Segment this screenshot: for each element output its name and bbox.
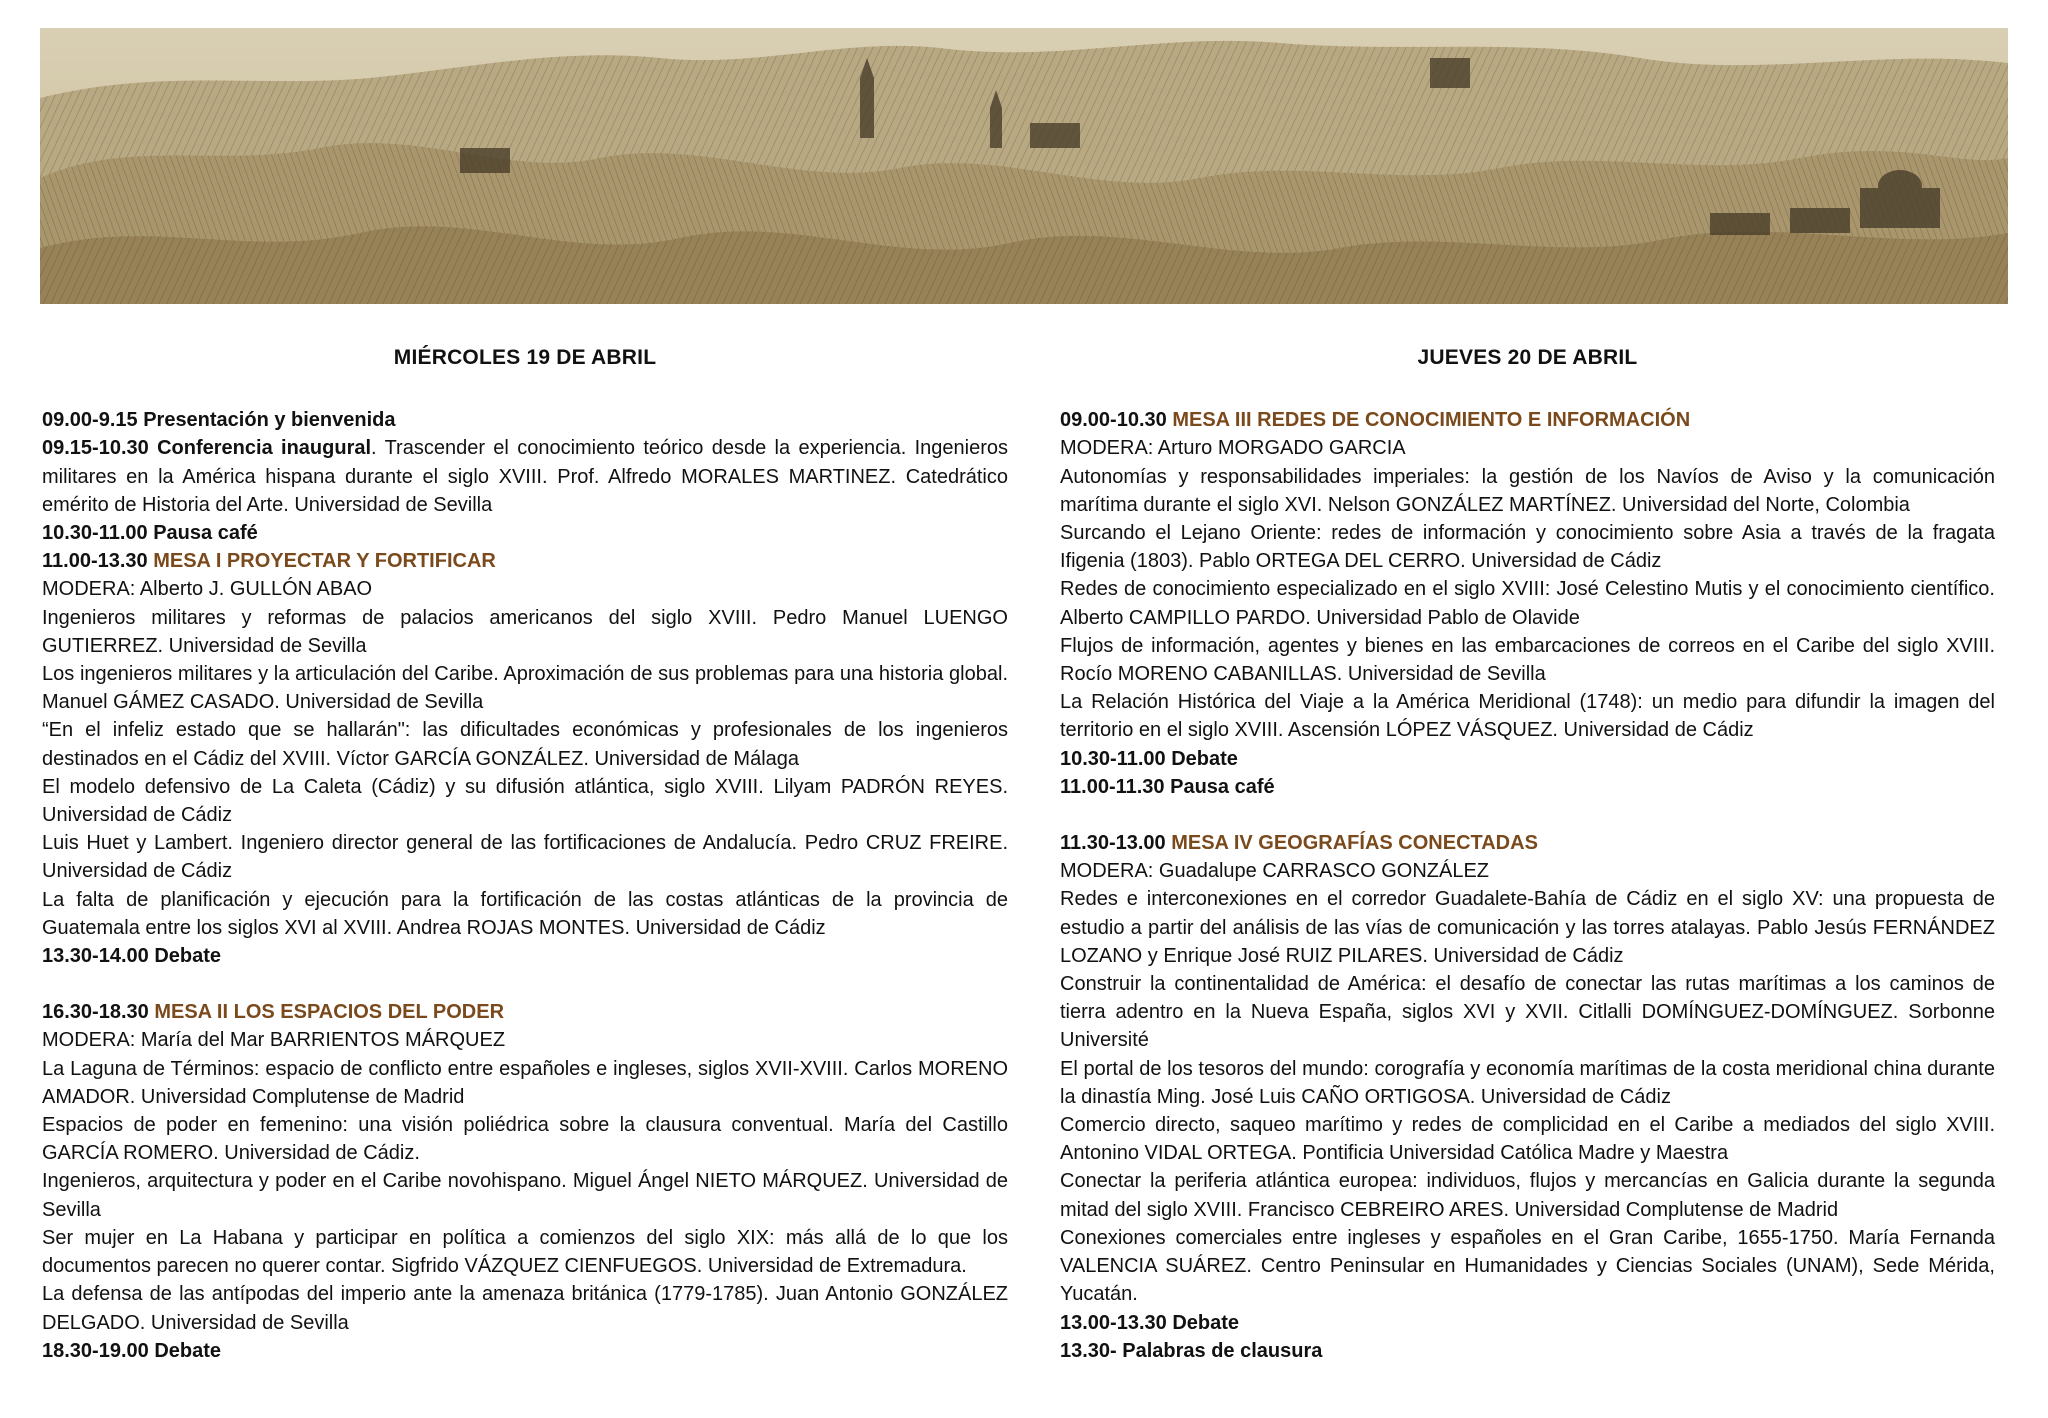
schedule-entry: [1060, 745, 1995, 773]
schedule-entry: [42, 773, 1008, 829]
entry-time: 10.30-11.00 Debate: [1060, 747, 1238, 770]
schedule-entry: [42, 547, 1008, 575]
entry-text: MODERA: María del Mar BARRIENTOS MÁRQUEZ: [42, 1029, 506, 1052]
schedule-entry: [1060, 1224, 1995, 1309]
schedule-entry: [1060, 1055, 1995, 1111]
entry-text: La Relación Histórica del Viaje a la América Meridional (1748): un medio para difundir la imagen del territorio en el siglo XVIII. Ascensión LÓPEZ VÁSQUEZ. Universidad de Cádiz: [1060, 691, 1995, 742]
schedule-entry: [1060, 1337, 1995, 1365]
schedule-entry: [1060, 829, 1995, 857]
schedule-entry: [1060, 885, 1995, 970]
section-gap: [42, 970, 1008, 998]
schedule-entry: [42, 829, 1008, 885]
wednesday-column: [42, 344, 1008, 1365]
entry-text: Autonomías y responsabilidades imperiales: la gestión de los Navíos de Aviso y la comunicación marítima durante el siglo XVI. Nelson GONZÁLEZ MARTÍNEZ. Universidad del Norte, Colombia: [1060, 465, 1995, 516]
schedule-entry: [1060, 406, 1995, 434]
entry-time: 18.30-19.00 Debate: [42, 1339, 222, 1362]
entry-time: 11.00-11.30 Pausa café: [1060, 775, 1275, 798]
schedule-entry: [1060, 1309, 1995, 1337]
entry-text: Ser mujer en La Habana y participar en política a comienzos del siglo XIX: más allá de lo que los documentos parecen no querer contar. Sigfrido VÁZQUEZ CIENFUEGOS. Universidad de Extremadura.: [42, 1226, 1008, 1278]
entry-time: 11.00-13.30: [42, 550, 148, 573]
session-title: MESA I PROYECTAR Y FORTIFICAR: [153, 550, 496, 573]
session-title: MESA III REDES DE CONOCIMIENTO E INFORMACIÓN: [1172, 409, 1691, 432]
session-title: MESA IV GEOGRAFÍAS CONECTADAS: [1171, 832, 1538, 855]
schedule-entry: [1060, 970, 1995, 1055]
entry-text: Surcando el Lejano Oriente: redes de información y conocimiento sobre Asia a través de la fragata Ifigenia (1803). Pablo ORTEGA DEL CERRO. Universidad de Cádiz: [1060, 522, 1995, 573]
schedule-entry: [42, 1337, 1008, 1365]
entry-text: Espacios de poder en femenino: una visión poliédrica sobre la clausura conventual. María del Castillo GARCÍA ROMERO. Universidad de Cádiz.: [42, 1114, 1008, 1165]
schedule-entry: [42, 434, 1008, 519]
entry-text: MODERA: Alberto J. GULLÓN ABAO: [42, 578, 373, 601]
entry-text: Ingenieros militares y reformas de palacios americanos del siglo XVIII. Pedro Manuel LUENGO GUTIERREZ. Universidad de Sevilla: [42, 606, 1008, 657]
schedule-entry: [42, 575, 1008, 603]
entry-text: Conexiones comerciales entre ingleses y españoles en el Gran Caribe, 1655-1750. María Fernanda VALENCIA SUÁREZ. Centro Peninsular en Humanidades y Ciencias Sociales (UNAM), Sede Mérida, Yucatán.: [1060, 1226, 1995, 1306]
entry-time: 13.00-13.30 Debate: [1060, 1311, 1240, 1334]
schedule-entry: [1060, 434, 1995, 462]
entry-text: Los ingenieros militares y la articulación del Caribe. Aproximación de sus problemas para una historia global. Manuel GÁMEZ CASADO. Universidad de Sevilla: [42, 663, 1008, 714]
thursday-column: [1060, 344, 1995, 1365]
schedule-entry: [1060, 857, 1995, 885]
schedule-entry: [42, 406, 1008, 434]
entry-text: Flujos de información, agentes y bienes en las embarcaciones de correos en el Caribe del siglo XVIII. Rocío MORENO CABANILLAS. Universidad de Sevilla: [1060, 634, 1995, 686]
wednesday-schedule: [42, 406, 1008, 1365]
entry-text: El portal de los tesoros del mundo: corografía y economía marítimas de la costa meridional china durante la dinastía Ming. José Luis CAÑO ORTIGOSA. Universidad de Cádiz: [1060, 1057, 1995, 1108]
schedule-entry: [42, 998, 1008, 1026]
schedule-entry: [1060, 773, 1995, 801]
schedule-entry: [42, 604, 1008, 660]
schedule-entry: [42, 1224, 1008, 1280]
entry-text: Ingenieros, arquitectura y poder en el Caribe novohispano. Miguel Ángel NIETO MÁRQUEZ. Universidad de Sevilla: [42, 1170, 1008, 1221]
schedule-entry: [42, 1026, 1008, 1054]
entry-time: 11.30-13.00: [1060, 832, 1166, 855]
section-gap: [1060, 801, 1995, 829]
entry-text: Conectar la periferia atlántica europea: individuos, flujos y mercancías en Galicia durante la segunda mitad del siglo XVIII. Francisco CEBREIRO ARES. Universidad Complutense de Madrid: [1060, 1170, 1995, 1221]
entry-text: MODERA: Guadalupe CARRASCO GONZÁLEZ: [1060, 860, 1490, 883]
entry-text: Comercio directo, saqueo marítimo y redes de complicidad en el Caribe a mediados del siglo XVIII. Antonino VIDAL ORTEGA. Pontificia Universidad Católica Madre y Maestra: [1060, 1114, 1995, 1165]
schedule-entry: [1060, 575, 1995, 631]
entry-time: 09.00-10.30: [1060, 409, 1167, 432]
session-title: MESA II LOS ESPACIOS DEL PODER: [154, 1001, 505, 1024]
entry-text: La Laguna de Términos: espacio de conflicto entre españoles e ingleses, siglos XVII-XVIII. Carlos MORENO AMADOR. Universidad Complutense de Madrid: [42, 1057, 1008, 1108]
day-title-thursday: JUEVES 20 DE ABRIL: [1417, 346, 1638, 369]
schedule-entry: [1060, 1111, 1995, 1167]
entry-time: 09.00-9.15 Presentación y bienvenida: [42, 409, 396, 432]
entry-text: Construir la continentalidad de América: el desafío de conectar las rutas marítimas a los caminos de tierra adentro en la Nueva España, siglos XVI y XVII. Citlalli DOMÍNGUEZ-DOMÍNGUEZ. Sorbonne Université: [1060, 973, 1995, 1052]
thursday-schedule: [1060, 406, 1995, 1365]
schedule-entry: [42, 942, 1008, 970]
schedule-entry: [1060, 688, 1995, 744]
entry-time: 16.30-18.30: [42, 1001, 149, 1024]
entry-text: El modelo defensivo de La Caleta (Cádiz) y su difusión atlántica, siglo XVIII. Lilyam PADRÓN REYES. Universidad de Cádiz: [42, 775, 1008, 827]
schedule-entry: [42, 1167, 1008, 1223]
entry-text: La falta de planificación y ejecución para la fortificación de las costas atlánticas de la provincia de Guatemala entre los siglos XVI al XVIII. Andrea ROJAS MONTES. Universidad de Cádiz: [42, 888, 1008, 939]
entry-time: 13.30-14.00 Debate: [42, 945, 222, 968]
schedule-entry: [42, 660, 1008, 716]
entry-text: Redes de conocimiento especializado en el siglo XVIII: José Celestino Mutis y el conocimiento científico. Alberto CAMPILLO PARDO. Universidad Pablo de Olavide: [1060, 578, 1995, 629]
schedule-entry: [1060, 463, 1995, 519]
entry-text: Redes e interconexiones en el corredor Guadalete-Bahía de Cádiz en el siglo XV: una propuesta de estudio a partir del análisis de las vías de comunicación y las torres atalayas. Pablo Jesús FERNÁNDEZ LOZANO y Enrique José RUIZ PILARES. Universidad de Cádiz: [1060, 888, 1995, 967]
entry-text: MODERA: Arturo MORGADO GARCIA: [1060, 437, 1406, 460]
schedule-entry: [42, 1280, 1008, 1336]
schedule-entry: [1060, 632, 1995, 688]
entry-text: “En el infeliz estado que se hallarán": las dificultades económicas y profesionales de los ingenieros destinados en el Cádiz del XVIII. Víctor GARCÍA GONZÁLEZ. Universidad de Málaga: [42, 719, 1008, 770]
entry-time: 13.30- Palabras de clausura: [1060, 1339, 1323, 1362]
schedule-entry: [42, 1055, 1008, 1111]
schedule-entry: [1060, 1167, 1995, 1223]
entry-text: Luis Huet y Lambert. Ingeniero director general de las fortificaciones de Andalucía. Pedro CRUZ FREIRE. Universidad de Cádiz: [42, 832, 1008, 883]
schedule-entry: [42, 519, 1008, 547]
entry-time: 10.30-11.00 Pausa café: [42, 522, 258, 545]
day-title-wednesday: MIÉRCOLES 19 DE ABRIL: [393, 346, 657, 369]
landscape-engraving-image: [40, 28, 2008, 304]
engraved-landscape-banner: [40, 28, 2008, 304]
schedule-entry: [42, 886, 1008, 942]
schedule-entry: [42, 716, 1008, 772]
conference-label: Conferencia inaugural: [157, 437, 372, 460]
entry-time: 09.15-10.30: [42, 437, 149, 460]
schedule-entry: [1060, 519, 1995, 575]
entry-text: La defensa de las antípodas del imperio ante la amenaza británica (1779-1785). Juan Antonio GONZÁLEZ DELGADO. Universidad de Sevilla: [42, 1283, 1008, 1334]
entry-text: . Trascender el conocimiento teórico desde la experiencia. Ingenieros militares en la América hispana durante el siglo XVIII. Prof. Alfredo MORALES MARTINEZ. Catedrático emérito de Historia del Arte. Universidad de Sevilla: [42, 437, 1009, 516]
schedule-entry: [42, 1111, 1008, 1167]
